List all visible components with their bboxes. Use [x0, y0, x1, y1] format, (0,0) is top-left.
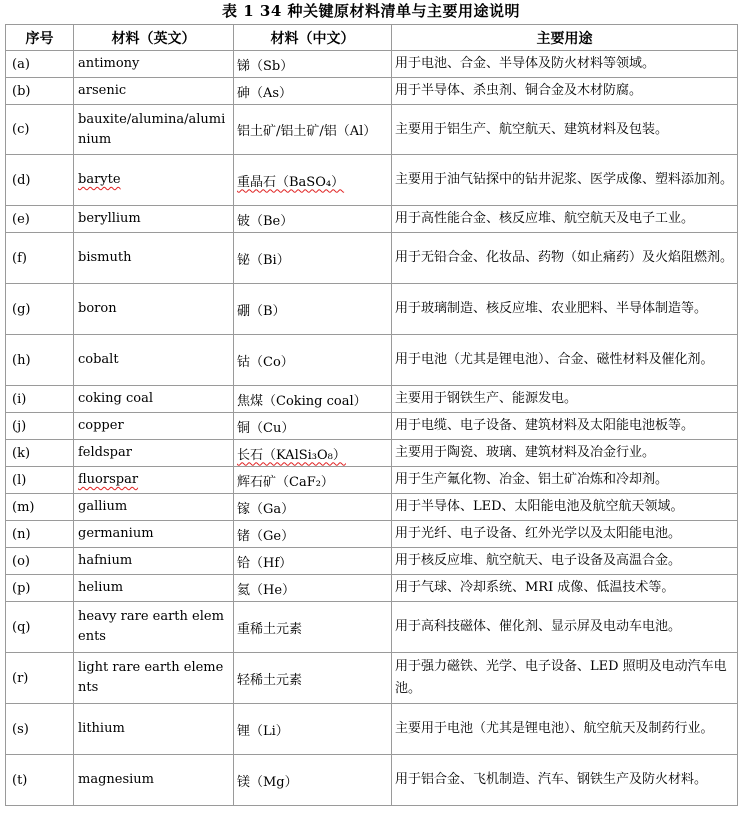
material-use: 主要用于钢铁生产、能源发电。	[392, 386, 738, 413]
row-index: (f)	[6, 233, 74, 284]
material-use: 用于气球、冷却系统、MRI 成像、低温技术等。	[392, 575, 738, 602]
material-chinese: 焦煤（Coking coal）	[234, 386, 392, 413]
row-index: (r)	[6, 653, 74, 704]
material-chinese: 硼（B）	[234, 284, 392, 335]
material-english	[74, 467, 234, 494]
material-chinese: 锂（Li）	[234, 704, 392, 755]
spellcheck-underline: baryte	[78, 172, 121, 187]
table-row	[6, 105, 738, 155]
row-index: (g)	[6, 284, 74, 335]
row-index: (l)	[6, 467, 74, 494]
row-index: (h)	[6, 335, 74, 386]
header-english: 材料（英文）	[74, 25, 234, 51]
material-english: germanium	[74, 521, 234, 548]
material-english: hafnium	[74, 548, 234, 575]
header-chinese: 材料（中文）	[234, 25, 392, 51]
material-use: 用于高性能合金、核反应堆、航空航天及电子工业。	[392, 206, 738, 233]
table-row	[6, 704, 738, 755]
material-english: lithium	[74, 704, 234, 755]
row-index: (k)	[6, 440, 74, 467]
material-english: light rare earth elements	[74, 653, 234, 704]
material-use: 主要用于陶瓷、玻璃、建筑材料及冶金行业。	[392, 440, 738, 467]
material-use: 用于电池（尤其是锂电池）、合金、磁性材料及催化剂。	[392, 335, 738, 386]
material-english: helium	[74, 575, 234, 602]
table-row	[6, 653, 738, 704]
row-index: (s)	[6, 704, 74, 755]
row-index: (e)	[6, 206, 74, 233]
table-row	[6, 755, 738, 806]
material-chinese	[234, 155, 392, 206]
table-row	[6, 602, 738, 653]
material-use: 用于强力磁铁、光学、电子设备、LED 照明及电动汽车电池。	[392, 653, 738, 704]
material-english: boron	[74, 284, 234, 335]
material-english: feldspar	[74, 440, 234, 467]
material-use: 用于铝合金、飞机制造、汽车、钢铁生产及防火材料。	[392, 755, 738, 806]
material-chinese	[234, 440, 392, 467]
table-row	[6, 548, 738, 575]
row-index: (q)	[6, 602, 74, 653]
table-row	[6, 51, 738, 78]
material-use: 用于光纤、电子设备、红外光学以及太阳能电池。	[392, 521, 738, 548]
row-index: (p)	[6, 575, 74, 602]
table-row	[6, 494, 738, 521]
materials-table	[5, 24, 738, 806]
table-row	[6, 440, 738, 467]
header-row	[6, 25, 738, 51]
material-english: coking coal	[74, 386, 234, 413]
material-chinese: 钴（Co）	[234, 335, 392, 386]
material-chinese: 铋（Bi）	[234, 233, 392, 284]
material-english: copper	[74, 413, 234, 440]
table-row	[6, 521, 738, 548]
table-row	[6, 467, 738, 494]
material-chinese: 辉石矿（CaF₂）	[234, 467, 392, 494]
material-english: bauxite/alumina/aluminium	[74, 105, 234, 155]
spellcheck-underline: 长石（KAlSi₃O₈）	[237, 447, 346, 463]
table-caption: 表 1 34 种关键原材料清单与主要用途说明	[222, 2, 520, 20]
material-english	[74, 155, 234, 206]
row-index: (a)	[6, 51, 74, 78]
row-index: (m)	[6, 494, 74, 521]
header-index: 序号	[6, 25, 74, 51]
table-row	[6, 155, 738, 206]
material-english: magnesium	[74, 755, 234, 806]
table-row	[6, 206, 738, 233]
table-row	[6, 78, 738, 105]
material-chinese: 铍（Be）	[234, 206, 392, 233]
material-use: 用于玻璃制造、核反应堆、农业肥料、半导体制造等。	[392, 284, 738, 335]
table-row	[6, 335, 738, 386]
table-row	[6, 413, 738, 440]
material-chinese: 氦（He）	[234, 575, 392, 602]
material-chinese: 镓（Ga）	[234, 494, 392, 521]
material-use: 用于半导体、杀虫剂、铜合金及木材防腐。	[392, 78, 738, 105]
material-use: 用于电缆、电子设备、建筑材料及太阳能电池板等。	[392, 413, 738, 440]
spellcheck-underline: 重晶石（BaSO₄）	[237, 174, 345, 190]
material-chinese: 轻稀土元素	[234, 653, 392, 704]
material-english: heavy rare earth elements	[74, 602, 234, 653]
material-english: antimony	[74, 51, 234, 78]
table-row	[6, 284, 738, 335]
row-index: (t)	[6, 755, 74, 806]
material-use: 主要用于电池（尤其是锂电池）、航空航天及制药行业。	[392, 704, 738, 755]
material-use: 用于高科技磁体、催化剂、显示屏及电动车电池。	[392, 602, 738, 653]
material-use: 用于电池、合金、半导体及防火材料等领域。	[392, 51, 738, 78]
material-chinese: 铜（Cu）	[234, 413, 392, 440]
material-chinese: 镁（Mg）	[234, 755, 392, 806]
material-use: 用于生产氟化物、冶金、铝土矿冶炼和冷却剂。	[392, 467, 738, 494]
material-english: cobalt	[74, 335, 234, 386]
table-row	[6, 575, 738, 602]
table-row	[6, 233, 738, 284]
material-use: 用于无铅合金、化妆品、药物（如止痛药）及火焰阻燃剂。	[392, 233, 738, 284]
material-english: arsenic	[74, 78, 234, 105]
row-index: (j)	[6, 413, 74, 440]
material-use: 用于半导体、LED、太阳能电池及航空航天领域。	[392, 494, 738, 521]
spellcheck-underline: fluorspar	[78, 472, 139, 487]
material-use: 主要用于铝生产、航空航天、建筑材料及包装。	[392, 105, 738, 155]
row-index: (b)	[6, 78, 74, 105]
material-english: gallium	[74, 494, 234, 521]
header-use: 主要用途	[392, 25, 738, 51]
material-chinese: 铝土矿/铝土矿/铝（Al）	[234, 105, 392, 155]
table-row	[6, 386, 738, 413]
row-index: (c)	[6, 105, 74, 155]
material-use: 主要用于油气钻探中的钻井泥浆、医学成像、塑料添加剂。	[392, 155, 738, 206]
material-english: beryllium	[74, 206, 234, 233]
row-index: (n)	[6, 521, 74, 548]
row-index: (o)	[6, 548, 74, 575]
row-index: (i)	[6, 386, 74, 413]
row-index: (d)	[6, 155, 74, 206]
material-english: bismuth	[74, 233, 234, 284]
material-chinese: 锗（Ge）	[234, 521, 392, 548]
material-chinese: 重稀土元素	[234, 602, 392, 653]
material-chinese: 铪（Hf）	[234, 548, 392, 575]
material-use: 用于核反应堆、航空航天、电子设备及高温合金。	[392, 548, 738, 575]
material-chinese: 砷（As）	[234, 78, 392, 105]
material-chinese: 锑（Sb）	[234, 51, 392, 78]
